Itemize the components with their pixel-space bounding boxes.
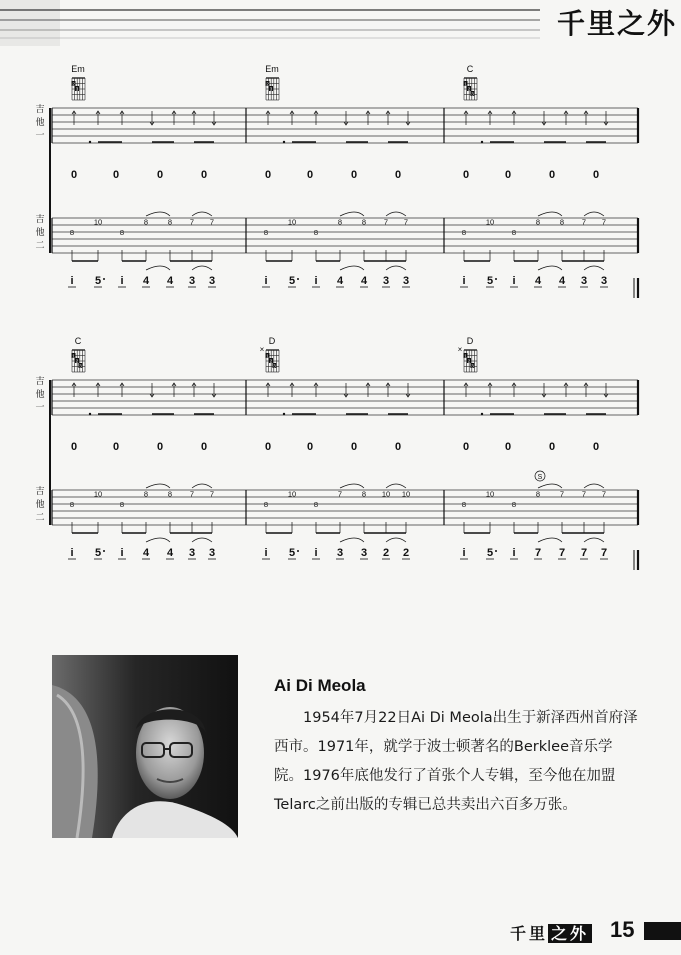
mute-mark: × [457,345,463,354]
finger-number: 1 [266,353,269,359]
tab-fret-number: 8 [143,489,149,499]
tab-fret-number: 8 [119,228,125,237]
jianpu-lower-note: i [314,547,318,559]
jianpu-lower-note: 7 [534,547,542,559]
tab-fret-number: 8 [361,489,367,499]
tab-fret-number: 10 [93,217,103,227]
tab-fret-number: 8 [69,228,75,237]
finger-number: 2 [467,358,471,364]
guitar2-label: 他 [35,500,45,510]
jianpu-lower-note: 3 [208,275,216,287]
jianpu-lower-note: i [512,547,516,559]
jianpu-lower-note: 4 [142,275,150,287]
jianpu-dot [297,550,299,552]
tie [340,484,364,488]
jianpu-tie [146,266,170,270]
jianpu-tie [386,538,406,542]
jianpu-lower-note: 4 [558,275,566,287]
finger-number: 2 [269,358,273,364]
footer-logo-a: 千里 [510,924,549,943]
tie [386,484,406,488]
tab-fret-number: 7 [601,489,607,499]
tie [192,212,212,216]
jianpu-lower-note: 2 [402,547,410,559]
jianpu-lower-note: 4 [166,547,174,559]
jianpu-lower-note: i [70,275,74,287]
tab-fret-number: 10 [93,489,103,499]
tie [146,212,170,216]
jianpu-lower-note: i [264,275,268,287]
slide-mark: S [537,474,543,481]
mute-mark: × [259,345,265,354]
tab-fret-number: 8 [263,228,269,237]
jianpu-tie [340,266,364,270]
guitar2-label: 吉 [35,215,45,225]
footer-logo-b: 之外 [548,924,592,943]
tie [538,484,562,488]
jianpu-upper-note: 0 [306,441,314,453]
jianpu-tie [584,266,604,270]
tab-fret-number: 8 [535,217,541,227]
jianpu-lower-note: i [462,547,466,559]
jianpu-lower-note: 7 [600,547,608,559]
jianpu-lower-note: i [70,547,74,559]
jianpu-tie [192,266,212,270]
tab-fret-number: 7 [559,489,565,499]
guitar1-label: 吉 [35,105,45,115]
jianpu-lower-note: 4 [336,275,344,287]
finger-number: 3 [273,363,276,369]
tab-fret-number: 8 [143,217,149,227]
tab-fret-number: 10 [485,489,495,499]
jianpu-dot [103,278,105,280]
tab-fret-number: 7 [189,489,195,499]
jianpu-upper-note: 0 [306,169,314,181]
tie [584,484,604,488]
jianpu-upper-note: 0 [156,441,164,453]
jianpu-lower-note: 3 [580,275,588,287]
footer-bar [644,922,681,940]
tie [146,484,170,488]
tab-fret-number: 10 [287,217,297,227]
jianpu-lower-note: 2 [382,547,390,559]
jianpu-upper-note: 0 [462,441,470,453]
tie [340,212,364,216]
jianpu-upper-note: 0 [504,441,512,453]
jianpu-upper-note: 0 [592,441,600,453]
artist-portrait-image [52,655,238,838]
bio-text: 1954年7月22日Ai Di Meola出生于新泽西州首府泽西市。1971年，就学于波士顿著名的Berklee音乐学院。1976年底他发行了首张个人专辑，至今他在加盟Telarc之前出版的专辑已总共卖出六百多万张。 [274,710,638,813]
dot [283,413,285,415]
jianpu-lower-note: 4 [534,275,542,287]
jianpu-upper-note: 0 [350,441,358,453]
jianpu-lower-note: 5 [486,547,494,559]
finger-number: 2 [266,81,269,87]
jianpu-upper-note: 0 [200,169,208,181]
jianpu-upper-note: 0 [70,441,78,453]
jianpu-lower-note: 3 [600,275,608,287]
finger-number: 3 [269,86,273,92]
jianpu-lower-note: i [314,275,318,287]
jianpu-tie [146,538,170,542]
jianpu-lower-note: 3 [402,275,410,287]
finger-number: 3 [471,91,474,97]
finger-number: 3 [79,363,82,369]
finger-number: 2 [75,358,79,364]
tab-fret-number: 8 [559,217,565,227]
series-logo: 千里之外 [556,7,677,40]
guitar1-label: 他 [35,118,45,128]
tab-fret-number: 8 [461,500,467,509]
chord-name: D [268,336,276,346]
guitar1-label: 吉 [35,377,45,387]
tab-fret-number: 8 [535,489,541,499]
jianpu-upper-note: 0 [394,169,402,181]
tab-fret-number: 10 [381,489,391,499]
jianpu-lower-note: 7 [558,547,566,559]
tab-fret-number: 8 [361,217,367,227]
tab-fret-number: 7 [581,217,587,227]
tab-fret-number: 8 [167,217,173,227]
jianpu-lower-note: 5 [94,547,102,559]
tab-fret-number: 7 [581,489,587,499]
tab-fret-number: 8 [511,228,517,237]
jianpu-lower-note: 4 [142,547,150,559]
jianpu-dot [297,278,299,280]
tab-fret-number: 8 [511,500,517,509]
tab-fret-number: 7 [189,217,195,227]
tab-fret-number: 8 [119,500,125,509]
chord-name: Em [265,64,279,74]
tab-fret-number: 10 [287,489,297,499]
jianpu-upper-note: 0 [350,169,358,181]
jianpu-upper-note: 0 [504,169,512,181]
jianpu-lower-note: 5 [288,275,296,287]
jianpu-tie [386,266,406,270]
tab-fret-number: 7 [383,217,389,227]
tie [584,212,604,216]
dot [481,413,483,415]
tie [538,212,562,216]
jianpu-lower-note: i [120,547,124,559]
jianpu-tie [192,538,212,542]
tab-fret-number: 10 [401,489,411,499]
chord-name: Em [71,64,85,74]
page-number: 15 [610,917,635,942]
chord-name: C [74,336,82,346]
tab-fret-number: 8 [337,217,343,227]
tie [386,212,406,216]
bio-title: Ai Di Meola [274,676,366,695]
tab-fret-number: 7 [209,217,215,227]
tab-fret-number: 7 [209,489,215,499]
guitar2-label: 吉 [35,487,45,497]
jianpu-lower-note: 4 [166,275,174,287]
jianpu-upper-note: 0 [156,169,164,181]
tab-fret-number: 8 [313,500,319,509]
jianpu-dot [495,550,497,552]
guitar2-label: 二 [35,513,45,523]
jianpu-upper-note: 0 [264,441,272,453]
jianpu-dot [495,278,497,280]
jianpu-lower-note: 5 [94,275,102,287]
guitar2-label: 二 [35,241,45,251]
dot [283,141,285,143]
tab-fret-number: 8 [263,500,269,509]
jianpu-upper-note: 0 [112,441,120,453]
jianpu-lower-note: 3 [336,547,344,559]
jianpu-upper-note: 0 [70,169,78,181]
jianpu-lower-note: 3 [360,547,368,559]
finger-number: 3 [471,363,474,369]
finger-number: 2 [467,86,471,92]
dot [481,141,483,143]
jianpu-tie [538,266,562,270]
tab-fret-number: 7 [601,217,607,227]
finger-number: 1 [464,81,467,87]
tie [192,484,212,488]
tab-fret-number: 8 [167,489,173,499]
jianpu-lower-note: i [462,275,466,287]
jianpu-upper-note: 0 [548,169,556,181]
tab-fret-number: 8 [313,228,319,237]
finger-number: 1 [72,353,75,359]
artist-photo [52,655,238,838]
jianpu-upper-note: 0 [394,441,402,453]
jianpu-upper-note: 0 [200,441,208,453]
jianpu-dot [103,550,105,552]
jianpu-lower-note: 5 [486,275,494,287]
guitar2-label: 他 [35,228,45,238]
guitar1-label: 一 [35,403,45,413]
jianpu-lower-note: 3 [382,275,390,287]
jianpu-lower-note: 5 [288,547,296,559]
tab-fret-number: 8 [461,228,467,237]
dot [89,413,91,415]
chord-name: C [466,64,474,74]
jianpu-lower-note: 7 [580,547,588,559]
jianpu-upper-note: 0 [548,441,556,453]
tab-fret-number: 8 [69,500,75,509]
jianpu-upper-note: 0 [592,169,600,181]
jianpu-tie [340,538,364,542]
jianpu-lower-note: 4 [360,275,368,287]
tab-fret-number: 10 [485,217,495,227]
finger-number: 2 [72,81,75,87]
jianpu-lower-note: 3 [188,547,196,559]
jianpu-tie [538,538,562,542]
tab-fret-number: 7 [337,489,343,499]
jianpu-lower-note: i [512,275,516,287]
dot [89,141,91,143]
jianpu-tie [584,538,604,542]
finger-number: 1 [464,353,467,359]
jianpu-lower-note: 3 [208,547,216,559]
chord-name: D [466,336,474,346]
footer-logo [510,921,592,944]
jianpu-upper-note: 0 [112,169,120,181]
jianpu-lower-note: i [264,547,268,559]
tab-fret-number: 7 [403,217,409,227]
jianpu-lower-note: i [120,275,124,287]
finger-number: 3 [75,86,79,92]
jianpu-lower-note: 3 [188,275,196,287]
jianpu-upper-note: 0 [462,169,470,181]
guitar1-label: 他 [35,390,45,400]
guitar1-label: 一 [35,131,45,141]
jianpu-upper-note: 0 [264,169,272,181]
